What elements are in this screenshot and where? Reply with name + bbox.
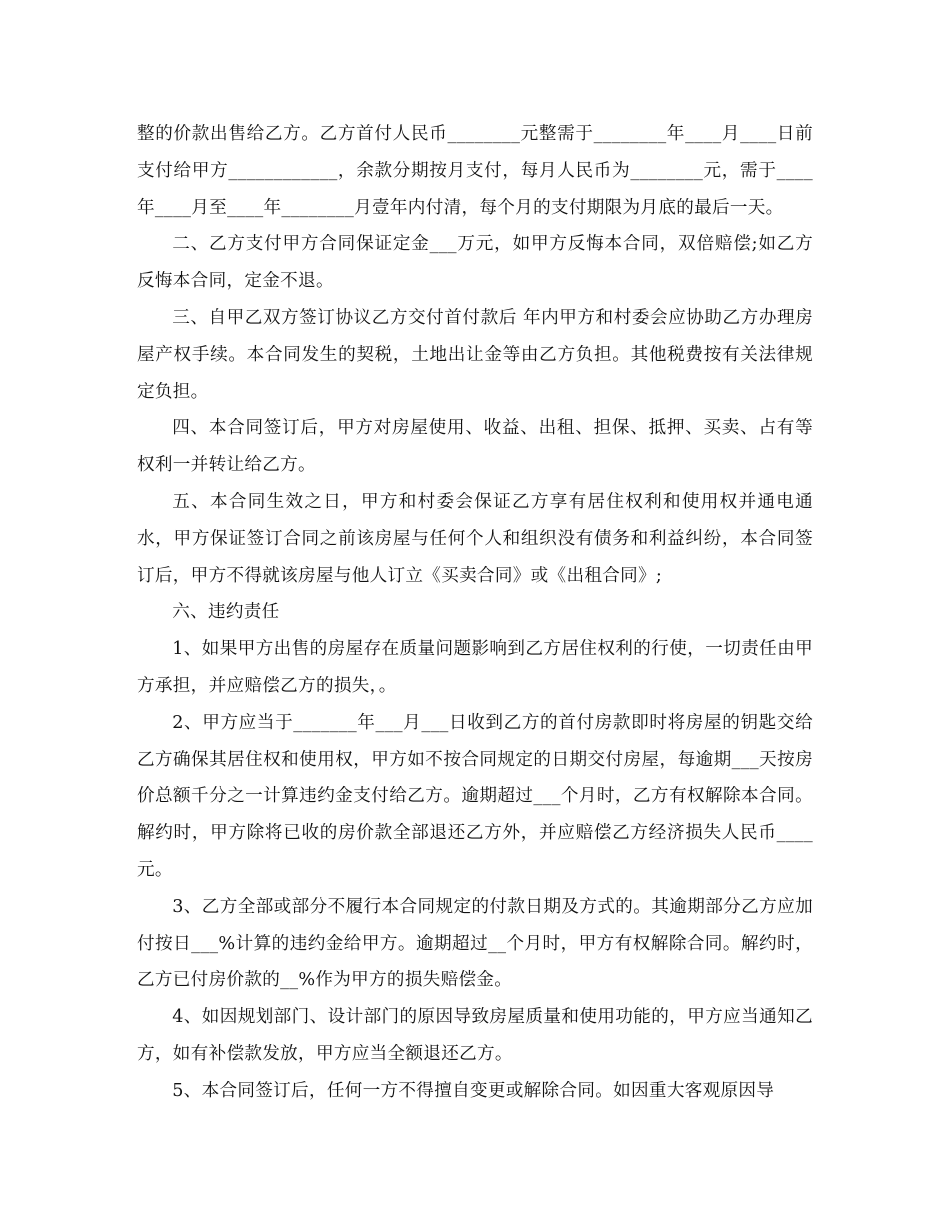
paragraph-payment-terms: 整的价款出售给乙方。乙方首付人民币________元整需于________年____月____日前支付给甲方____________，余款分期按月支付，每月人民币为________元，需于____年____月至____年________月壹年内付清，每个月的支付期限为月底的最后一天。 <box>137 124 813 218</box>
paragraph-property-rights: 三、自甲乙双方签订协议乙方交付首付款后 年内甲方和村委会应协助乙方办理房屋产权手续。本合同发生的契税，土地出让金等由乙方负担。其他税费按有关法律规定负担。 <box>137 307 813 402</box>
paragraph-deposit: 二、乙方支付甲方合同保证定金___万元，如甲方反悔本合同，双倍赔偿;如乙方反悔本合同，定金不退。 <box>137 234 813 292</box>
paragraph-breach-3: 3、乙方全部或部分不履行本合同规定的付款日期及方式的。其逾期部分乙方应加付按日___%计算的违约金给甲方。逾期超过__个月时，甲方有权解除合同。解约时，乙方已付房价款的__%作为甲方的损失赔偿金。 <box>137 896 813 991</box>
paragraph-effective-date: 五、本合同生效之日，甲方和村委会保证乙方享有居住权利和使用权并通电通水，甲方保证签订合同之前该房屋与任何个人和组织没有债务和利益纠纷，本合同签订后，甲方不得就该房屋与他人订立《买卖合同》或《出租合同》; <box>137 491 813 586</box>
paragraph-breach-4: 4、如因规划部门、设计部门的原因导致房屋质量和使用功能的，甲方应当通知乙方，如有补偿款发放，甲方应当全额退还乙方。 <box>137 1007 813 1064</box>
paragraph-breach-5: 5、本合同签订后，任何一方不得擅自变更或解除合同。如因重大客观原因导 <box>172 1080 775 1101</box>
document-body <box>137 116 813 1110</box>
paragraph-rights-transfer: 四、本合同签订后，甲方对房屋使用、收益、出租、担保、抵押、买卖、占有等权利一并转让给乙方。 <box>137 418 813 476</box>
paragraph-breach-1: 1、如果甲方出售的房屋存在质量问题影响到乙方居住权利的行使，一切责任由甲方承担，并应赔偿乙方的损失，。 <box>137 639 813 696</box>
paragraph-breach-2: 2、甲方应当于_______年___月___日收到乙方的首付房款即时将房屋的钥匙交给乙方确保其居住权和使用权，甲方如不按合同规定的日期交付房屋，每逾期___天按房价总额千分之一计算违约金支付给乙方。逾期超过___个月时，乙方有权解除本合同。解约时，甲方除将已收的房价款全部退还乙方外，并应赔偿乙方经济损失人民币____元。 <box>137 712 813 880</box>
section-heading-breach: 六、违约责任 <box>172 602 280 623</box>
